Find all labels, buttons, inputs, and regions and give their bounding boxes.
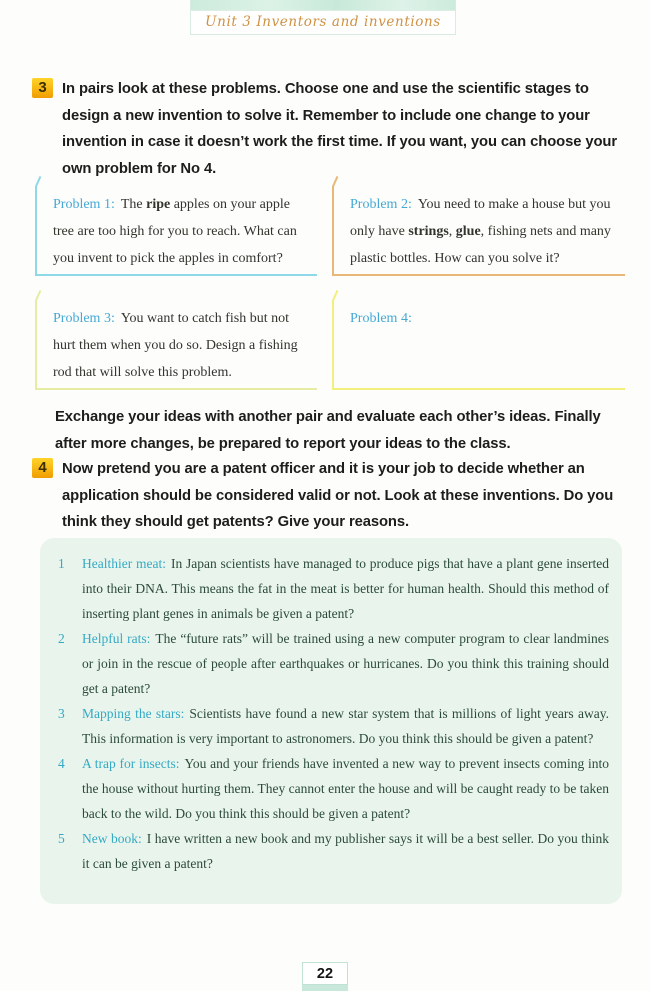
section-3 xyxy=(32,76,624,182)
patent-item-2-text: The “future rats” will be trained using a new computer program to clear landmines or join in the rescue of people after earthquakes or hurricanes. Do you think this training should get a patent? xyxy=(82,631,609,696)
patent-item-5-body xyxy=(82,826,609,876)
patent-item-2-body xyxy=(82,626,609,701)
page-number: 22 xyxy=(302,962,348,985)
problem-4-label: Problem 4: xyxy=(350,311,412,326)
patent-item-4-body xyxy=(82,751,609,826)
unit-header xyxy=(190,0,456,35)
section-4 xyxy=(32,456,626,536)
unit-header-texture-strip xyxy=(191,0,455,11)
patent-item-5-text: I have written a new book and my publisher says it will be a best seller. Do you think it can be given a patent? xyxy=(82,831,609,871)
patent-item-5 xyxy=(58,826,609,876)
patent-list-panel xyxy=(40,538,622,904)
patent-item-4-label: A trap for insects: xyxy=(82,756,180,771)
patent-item-5-label: New book: xyxy=(82,831,142,846)
problem-box-2 xyxy=(332,186,625,276)
problem-3-text: You want to catch fish but not hurt them when you do so. Design a fishing rod that will solve this problem. xyxy=(53,311,298,380)
patent-item-1-label: Healthier meat: xyxy=(82,556,166,571)
unit-title: Unit 3 Inventors and inventions xyxy=(205,14,441,30)
problem-2-text: You need to make a house but you only have strings, glue, fishing nets and many plastic bottles. How can you solve it? xyxy=(350,197,611,266)
patent-item-1-number: 1 xyxy=(58,556,65,571)
footer-teal-strip xyxy=(302,985,348,991)
page-footer xyxy=(302,962,348,991)
patent-item-3-label: Mapping the stars: xyxy=(82,706,185,721)
patent-item-3-body xyxy=(82,701,609,751)
problem-1-label: Problem 1: xyxy=(53,197,115,212)
problem-2-label: Problem 2: xyxy=(350,197,412,212)
patent-item-1-text: In Japan scientists have managed to produce pigs that have a plant gene inserted into their DNA. This means the fat in the meat is better for human health. Should this method of inserting plant genes in animals be given a patent? xyxy=(82,556,610,621)
patent-item-2 xyxy=(58,626,609,701)
patent-item-4-number: 4 xyxy=(58,756,65,771)
patent-item-3-text: Scientists have found a new star system that is millions of light years away. This information is very important to astronomers. Do you think this should be given a patent? xyxy=(82,706,609,746)
problem-1-text: The ripe apples on your apple tree are too high for you to reach. What can you invent to pick the apples in comfort? xyxy=(53,197,297,266)
patent-item-3 xyxy=(58,701,609,751)
problem-grid xyxy=(35,186,625,390)
section-4-number-badge: 4 xyxy=(32,458,53,478)
problem-3-label: Problem 3: xyxy=(53,311,115,326)
patent-item-1 xyxy=(58,551,609,626)
patent-item-1-body xyxy=(82,551,609,626)
patent-item-4-text: You and your friends have invented a new way to prevent insects coming into the house without hurting them. They cannot enter the house and will be caught ready to be taken back to the wild. Do you think this should be given a patent? xyxy=(82,756,609,821)
patent-item-2-number: 2 xyxy=(58,631,65,646)
patent-item-3-number: 3 xyxy=(58,706,65,721)
problem-box-3 xyxy=(35,300,317,390)
patent-item-4 xyxy=(58,751,609,826)
patent-item-5-number: 5 xyxy=(58,831,65,846)
patent-item-2-label: Helpful rats: xyxy=(82,631,151,646)
section-3-instructions: In pairs look at these problems. Choose one and use the scientific stages to design a new invention to solve it. Remember to include one change to your invention in case it doesn’t work the first time. If you want, you can choose your own problem for No 4. xyxy=(62,81,618,177)
problem-box-1 xyxy=(35,186,317,276)
section-4-instructions: Now pretend you are a patent officer and it is your job to decide whether an application should be considered valid or not. Look at these inventions. Do you think they should get patents? Give your reasons. xyxy=(62,461,614,530)
problem-box-4 xyxy=(332,300,625,390)
section-3-number-badge: 3 xyxy=(32,78,53,98)
exchange-instructions: Exchange your ideas with another pair and evaluate each other’s ideas. Finally after more changes, be prepared to report your ideas to the class. xyxy=(55,409,601,452)
